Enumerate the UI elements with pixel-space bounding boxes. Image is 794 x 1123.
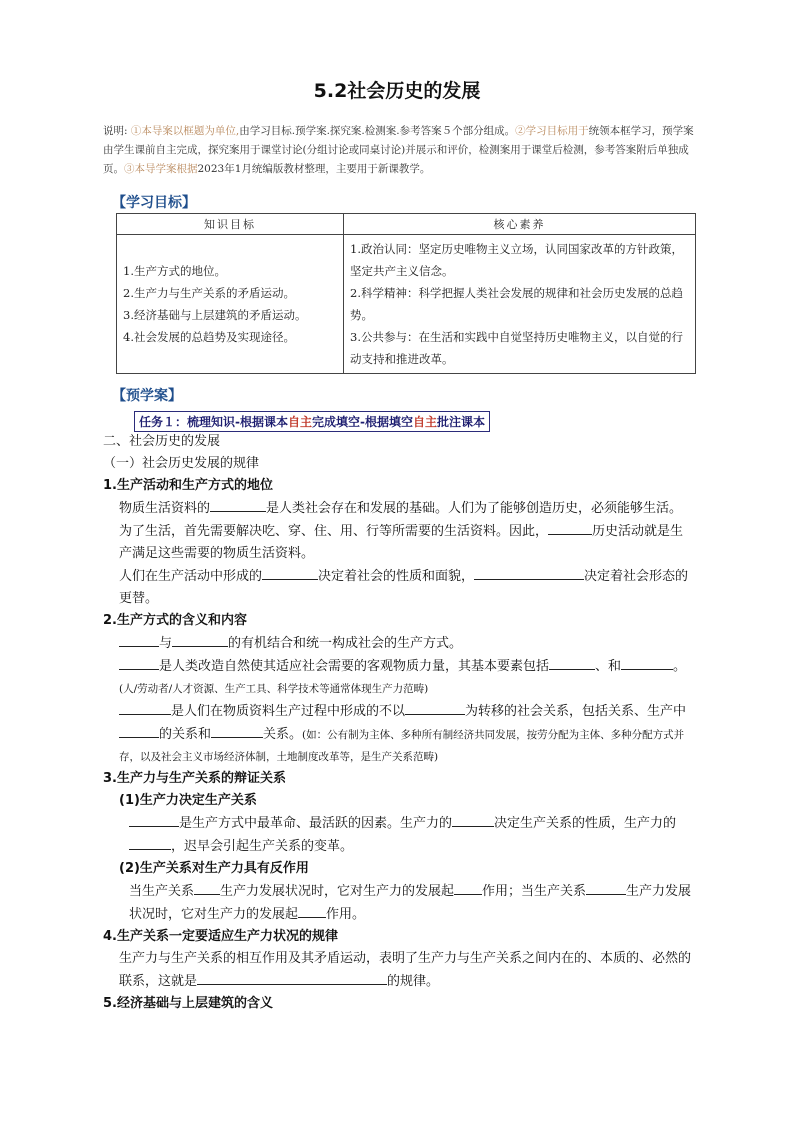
fill-blank[interactable] (129, 835, 171, 850)
knowledge-item: 2.生产力与生产关系的矛盾运动。 (123, 286, 295, 300)
knowledge-cell (117, 235, 344, 374)
subsection-heading: （一）社会历史发展的规律 (103, 456, 260, 471)
fill-blank[interactable] (549, 655, 595, 670)
item-heading: 4.生产关系一定要适应生产力状况的规律 (103, 929, 338, 944)
item-heading: 1.生产活动和生产方式的地位 (103, 478, 273, 493)
paragraph (103, 655, 695, 700)
paragraph (103, 948, 695, 993)
text: 生产力发展状况时，它对生产力的发展起 (129, 884, 692, 922)
note-highlight: ③本导学案根据 (124, 163, 198, 175)
fill-blank[interactable] (211, 723, 263, 738)
text: 决定着社会形态的更替。 (119, 569, 689, 606)
page-title: 5.2社会历史的发展 (313, 80, 481, 102)
fill-blank[interactable] (548, 520, 592, 535)
knowledge-item: 4.社会发展的总趋势及实现途径。 (123, 330, 295, 344)
content-body (103, 431, 695, 1015)
text: 人们在生产活动中形成的 (119, 569, 263, 584)
text: 是人们在物质资料生产过程中形成的不以 (171, 704, 406, 719)
fill-blank[interactable] (119, 700, 171, 715)
paragraph (103, 565, 695, 610)
annotation-text: (如：公有制为主体、多种所有制经济共同发展，按劳分配为主体、多种分配方式并存，以及社会主义市场经济体制，土地制度改革等，是生产关系范畴) (119, 729, 685, 763)
text: 是生产方式中最革命、最活跃的因素。生产力的 (179, 816, 453, 831)
note-month: 1 (234, 163, 242, 175)
text: 的关系和 (159, 727, 212, 742)
fill-blank[interactable] (210, 497, 266, 512)
note-text: 说明: (103, 125, 131, 137)
paragraph (103, 880, 695, 926)
section-heading: 二、社会历史的发展 (103, 434, 221, 449)
text: 物质生活资料的 (119, 501, 211, 516)
annotation-text: (人/劳动者/人才资源、生产工具、科学技术等通常体现生产力范畴) (119, 683, 429, 695)
literacy-item: 2.科学精神：科学把握人类社会发展的规律和社会历史发展的总趋势。 (350, 286, 683, 322)
sub-item-heading: (1)生产力决定生产关系 (119, 793, 257, 808)
paragraph (103, 497, 695, 565)
goals-heading: 【学习目标】 (112, 195, 196, 211)
knowledge-header: 知识目标 (117, 214, 344, 235)
text: 决定生产关系的性质，生产力的 (494, 816, 677, 831)
fill-blank[interactable] (119, 723, 159, 738)
text: 为转移的社会关系，包括 (465, 704, 609, 719)
note-text: 月统编版教材整理，主要用于新课教学。 (241, 163, 431, 175)
fill-blank[interactable] (405, 700, 465, 715)
item-heading: 2.生产方式的含义和内容 (103, 613, 247, 628)
fill-blank[interactable] (474, 565, 584, 580)
literacy-cell (344, 235, 696, 374)
note-year: 2023 (197, 163, 225, 175)
sub-item-heading: (2)生产关系对生产力具有反作用 (119, 861, 309, 876)
text: 、和 (595, 659, 622, 674)
fill-blank[interactable] (119, 655, 159, 670)
paragraph (103, 700, 695, 768)
text: 作用。 (326, 907, 366, 922)
note-highlight: ①本导案以框题为单位, (130, 125, 240, 137)
note-text: 年 (224, 163, 235, 175)
text: 生产力发展状况时，它对生产力的发展起 (220, 884, 455, 899)
task-highlight: 自主 (412, 415, 437, 429)
fill-blank[interactable] (621, 655, 673, 670)
text: 当生产关系 (129, 884, 195, 899)
text: 的规律。 (387, 974, 440, 989)
text: 是人类改造自然使其适应社会需要的客观物质力量，其基本要素包括 (159, 659, 550, 674)
task-highlight: 自主 (287, 415, 312, 429)
fill-blank[interactable] (454, 880, 482, 895)
item-heading: 3.生产力与生产关系的辩证关系 (103, 771, 286, 786)
fill-blank[interactable] (452, 812, 494, 827)
item-heading: 5.经济基础与上层建筑的含义 (103, 996, 273, 1011)
knowledge-item: 3.经济基础与上层建筑的矛盾运动。 (123, 308, 307, 322)
text: ，迟早会引起生产关系的变革。 (171, 839, 354, 854)
text: 。 (673, 659, 687, 674)
task-box (134, 411, 490, 432)
text: 与 (159, 636, 173, 651)
text: 作用；当生产关系 (482, 884, 587, 899)
fill-blank[interactable] (119, 632, 159, 647)
fill-blank[interactable] (262, 565, 318, 580)
task-text: 任务１：梳理知识-根据课本 (139, 415, 288, 429)
goals-table (116, 213, 696, 374)
knowledge-item: 1.生产方式的地位。 (123, 264, 226, 278)
instruction-note (103, 122, 695, 179)
pre-study-heading: 【预学案】 (112, 388, 182, 404)
task-text: 批注课本 (437, 415, 486, 429)
text: 生产力与生产关系的相互作用及其矛盾运动，表明了生产力与生产关系之间内在的、本质的、必然的联系，这就是 (119, 951, 692, 989)
literacy-header: 核心素养 (344, 214, 696, 235)
note-highlight: ②学习目标用于 (515, 125, 589, 137)
text: 的有机结合和统一构成社会的生产方式。 (228, 636, 463, 651)
text: 决定着社会的性质和面貌， (318, 569, 475, 584)
fill-blank[interactable] (129, 812, 179, 827)
task-text: 完成填空-根据填空 (312, 415, 413, 429)
text: 历史活动就是生产满足这些需要的物质生活资料。 (119, 524, 684, 561)
text: 是人类社会存在和发展的基础。人们为了能够创造历史，必须能够生活。为了生活，首先需要解决吃、穿、住、用、行等所需要的生活资料。因此， (119, 501, 683, 539)
note-text: 统领本框学习，预学案由学生课前自主完成，探究案用于课堂讨论(分组讨论或同桌讨论)并展示和评价，检测案用于课堂后检测，参考答案附后单独成页。 (103, 125, 694, 175)
fill-blank[interactable] (194, 880, 220, 895)
text: 关系。 (263, 727, 303, 742)
paragraph (103, 812, 695, 858)
literacy-item: 1.政治认同：坚定历史唯物主义立场，认同国家改革的方针政策，坚定共产主义信念。 (350, 242, 683, 278)
fill-blank[interactable] (298, 903, 326, 918)
paragraph (103, 632, 695, 655)
text: 关系、生产中 (608, 704, 687, 719)
literacy-item: 3.公共参与：在生活和实践中自觉坚持历史唯物主义，以自觉的行动支持和推进改革。 (350, 330, 683, 366)
fill-blank[interactable] (172, 632, 228, 647)
fill-blank[interactable] (197, 970, 387, 985)
note-text: 由学习目标.预学案.探究案.检测案.参考答案５个部分组成。 (239, 125, 516, 137)
fill-blank[interactable] (586, 880, 626, 895)
